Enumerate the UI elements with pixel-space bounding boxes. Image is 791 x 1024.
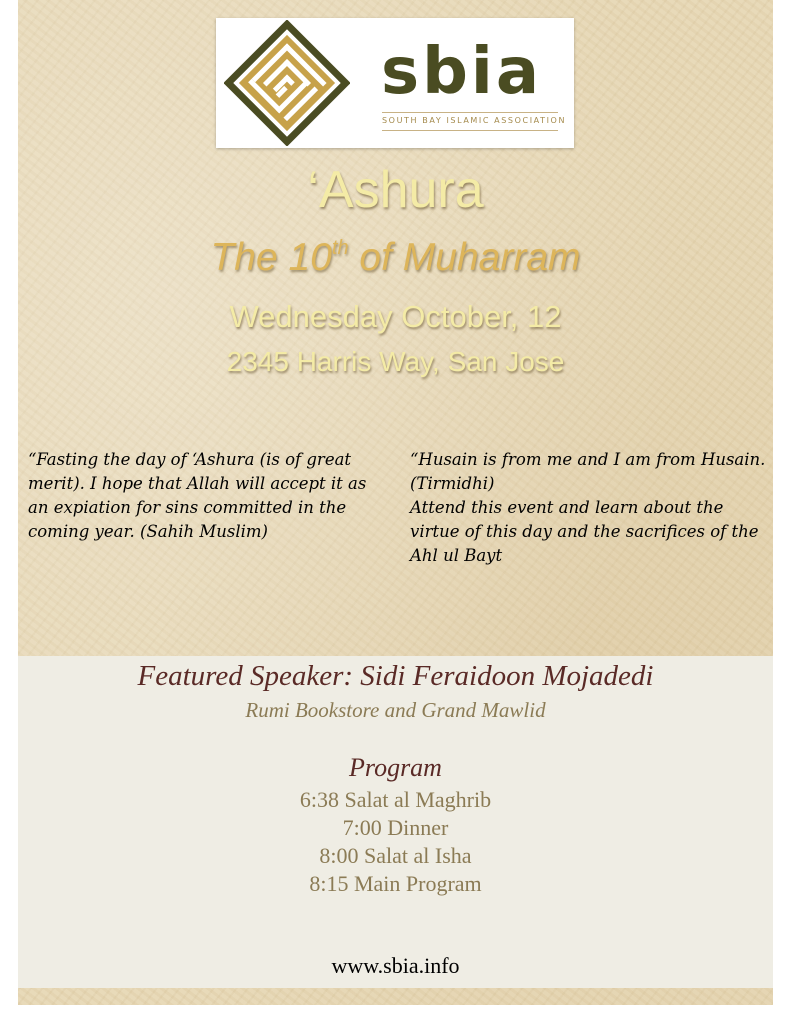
speaker-affiliation: Rumi Bookstore and Grand Mawlid — [245, 698, 546, 722]
website-link[interactable]: www.sbia.info — [331, 953, 460, 978]
program-heading: Program — [349, 753, 442, 782]
subtitle-post: of Muharram — [348, 236, 581, 279]
flyer-poster — [18, 0, 773, 1005]
event-date: Wednesday October, 12 — [229, 299, 562, 334]
hadith-quote-right — [410, 448, 772, 568]
event-address: 2345 Harris Way, San Jose — [226, 346, 565, 377]
logo-rule-bottom — [382, 130, 558, 131]
program-item: 8:00 Salat al Isha — [319, 843, 472, 868]
invitation-text: Attend this event and learn about the virtue of this day and the sacrifices of the Ahl ul Bayt — [410, 498, 759, 565]
subtitle-ordinal: th — [331, 237, 349, 259]
logo-wordmark: sbia — [381, 35, 543, 109]
kufic-square-icon — [224, 20, 350, 146]
logo-tagline: SOUTH BAY ISLAMIC ASSOCIATION — [382, 116, 567, 125]
featured-speaker: Featured Speaker: Sidi Feraidoon Mojadedi — [137, 660, 654, 692]
event-title: ‘Ashura — [307, 161, 484, 219]
subtitle-pre: The 10 — [210, 236, 332, 279]
logo-rule-top — [382, 112, 558, 113]
program-item: 7:00 Dinner — [342, 815, 449, 840]
quote-right-text: “Husain is from me and I am from Husain. (Tirmidhi) — [410, 450, 766, 493]
hadith-quote-left — [28, 448, 383, 544]
program-item: 6:38 Salat al Maghrib — [299, 787, 492, 812]
event-subtitle — [18, 238, 773, 277]
program-list — [18, 786, 773, 898]
sbia-logo — [216, 18, 574, 148]
program-item: 8:15 Main Program — [309, 871, 482, 896]
quote-left-text: “Fasting the day of ‘Ashura (is of great merit). I hope that Allah will accept it as an expiation for sins committed in the coming year. (Sahih Muslim) — [28, 450, 367, 541]
